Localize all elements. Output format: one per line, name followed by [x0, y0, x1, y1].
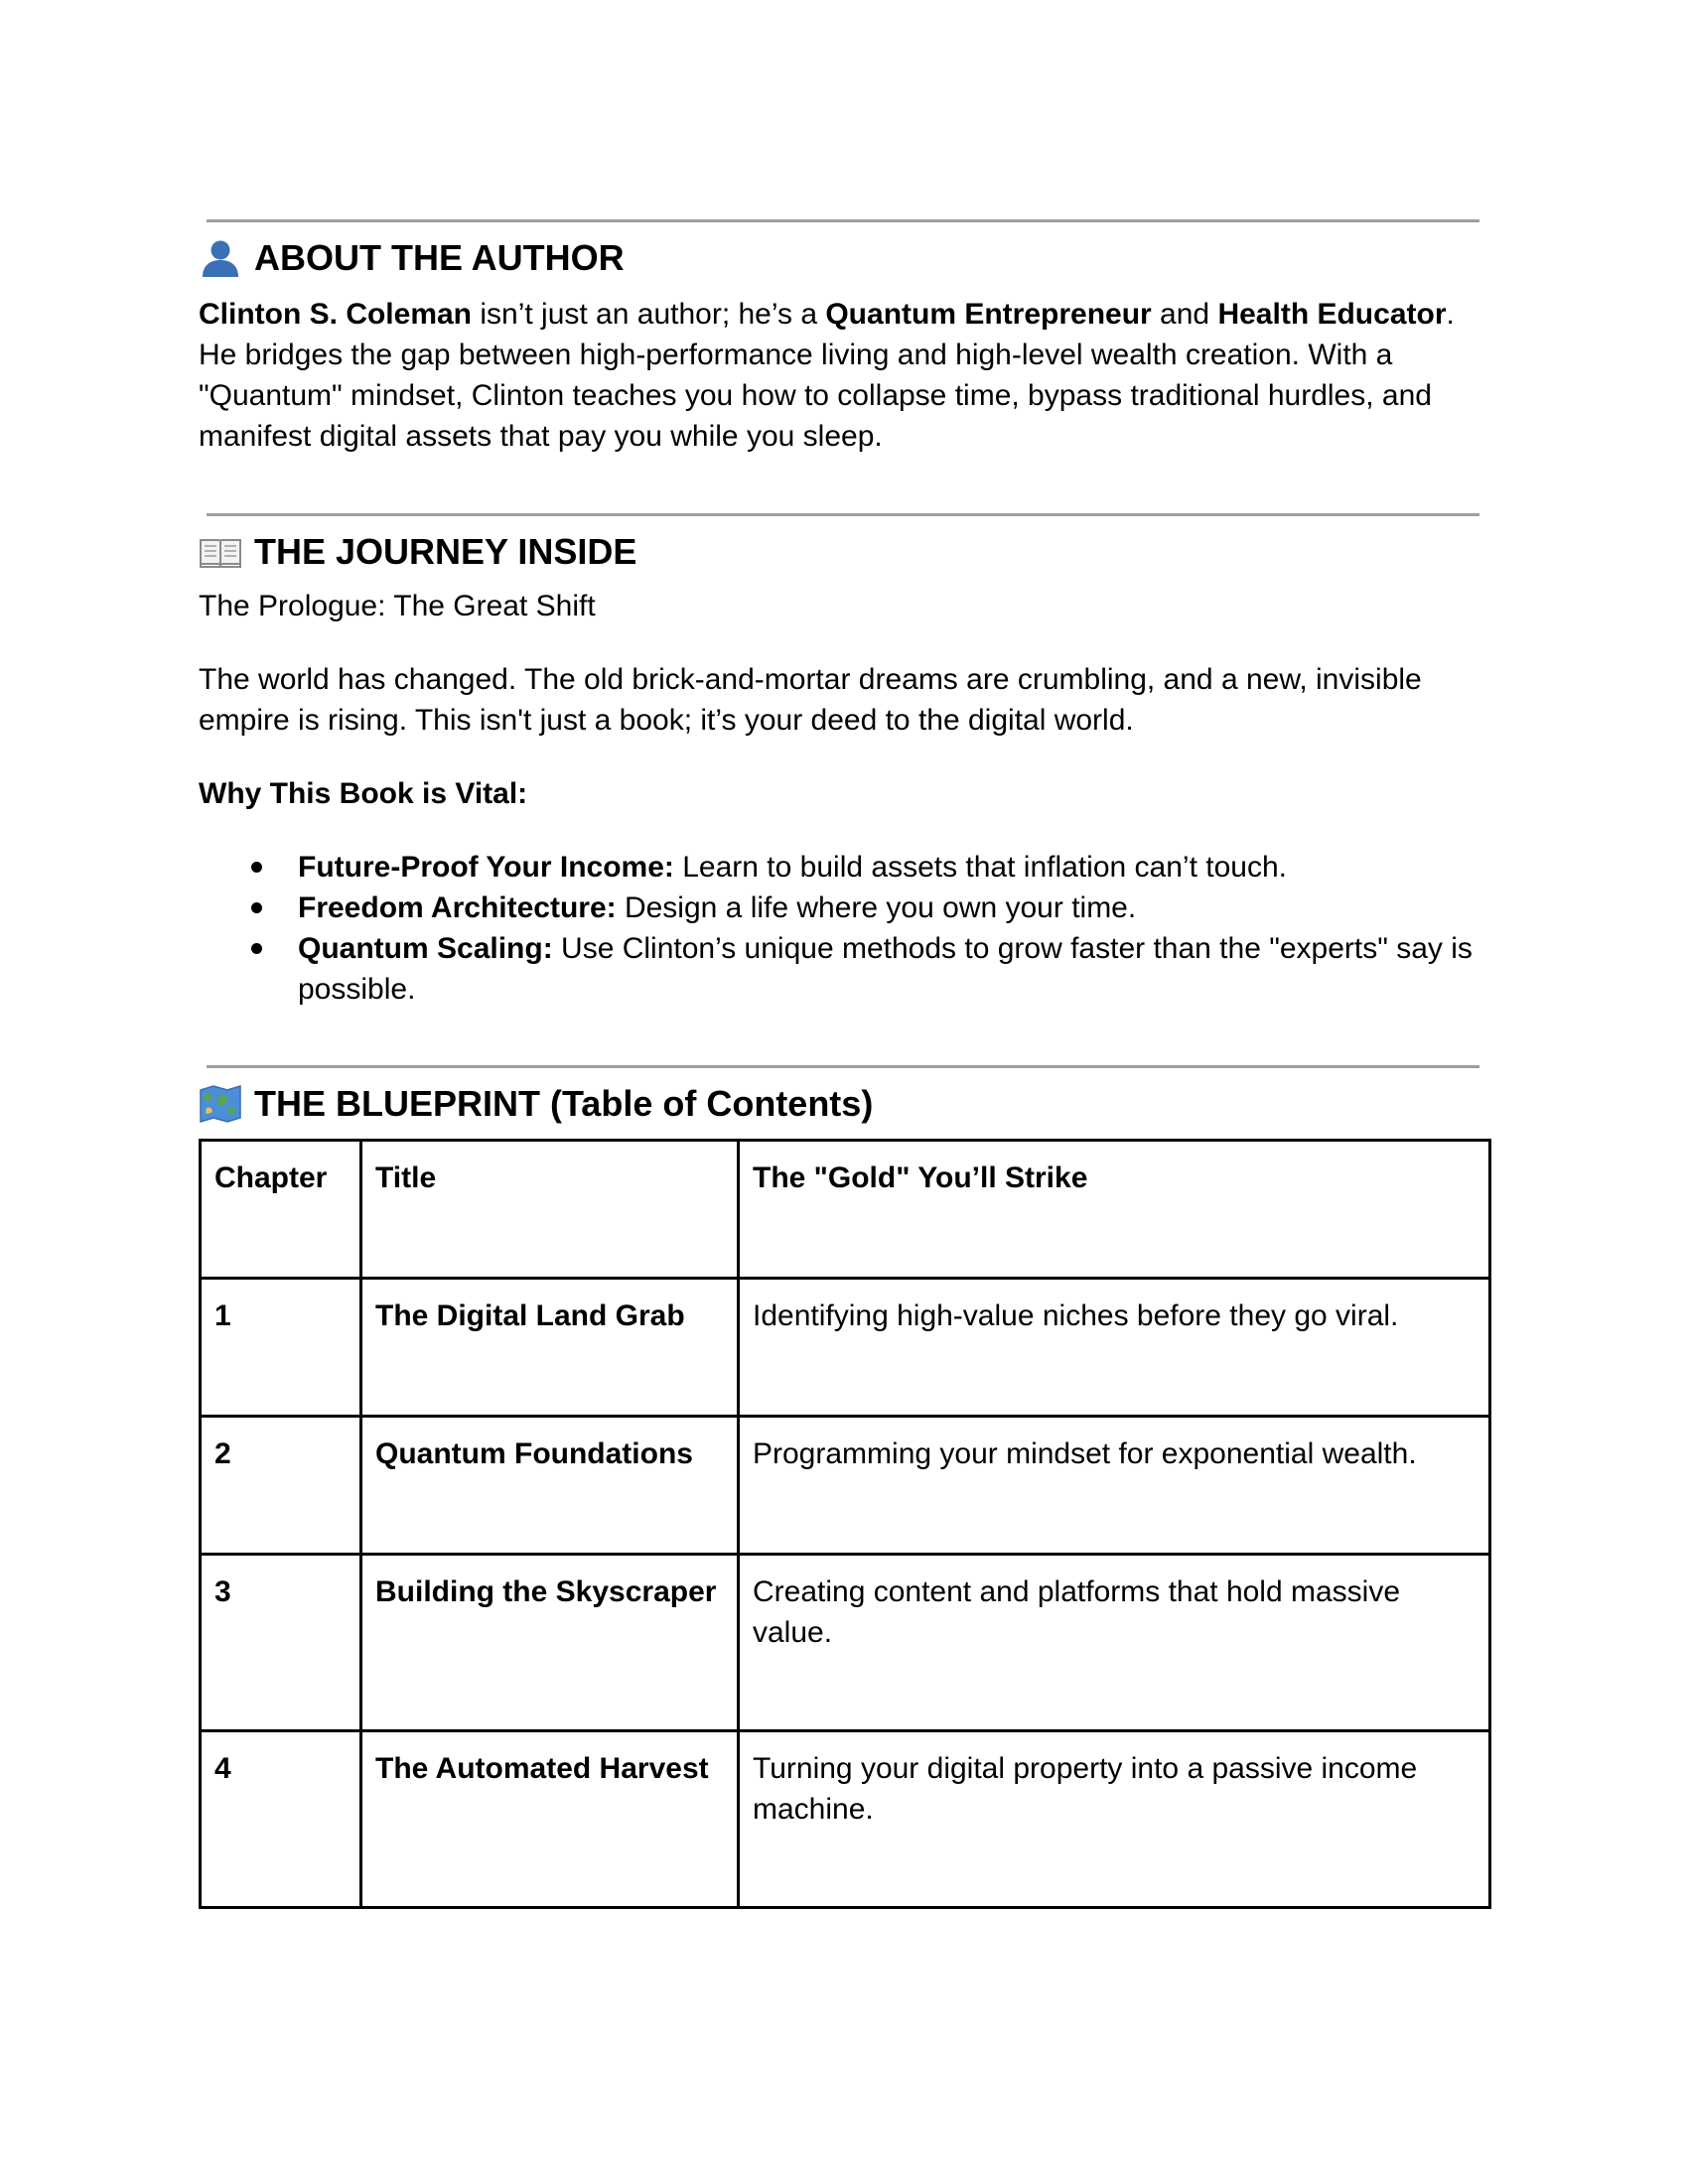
column-header-chapter: Chapter: [201, 1141, 361, 1279]
why-heading: Why This Book is Vital:: [199, 777, 528, 810]
list-item: [199, 847, 1489, 887]
bullet-text: Use Clinton’s unique methods to grow faster than the "experts" say is possible.: [298, 932, 1473, 1006]
journey-heading: [199, 530, 636, 574]
benefits-list: [199, 847, 1489, 1010]
chapter-gold: Programming your mindset for exponential wealth.: [739, 1417, 1490, 1555]
person-icon: [199, 238, 242, 278]
table-row: [201, 1731, 1490, 1908]
journey-heading-text: THE JOURNEY INSIDE: [254, 531, 637, 572]
journey-intro: The world has changed. The old brick-and-mortar dreams are crumbling, and a new, invisible empire is rising. This isn't just a book; it’s your deed to the digital world.: [199, 663, 1422, 737]
bullet-text: Design a life where you own your time.: [616, 891, 1137, 924]
author-role-entrepreneur: Quantum Entrepreneur: [825, 298, 1152, 331]
bullet-label: Freedom Architecture:: [298, 891, 617, 924]
section-divider: [207, 1065, 1479, 1068]
author-bio-text: . He bridges the gap between high-performance living and high-level wealth creation. With a "Quantum" mindset, Clinton teaches you how to collapse time, bypass traditional hurdles, and manifest digital assets that pay you while you sleep.: [199, 298, 1455, 453]
bullet-dot: [251, 902, 262, 913]
section-divider: [207, 513, 1479, 516]
chapter-title: The Digital Land Grab: [361, 1279, 739, 1417]
author-bio: [199, 294, 1489, 457]
table-row: [201, 1555, 1490, 1731]
author-bio-text: isn’t just an author; he’s a: [472, 298, 826, 331]
about-author-heading: [199, 236, 625, 280]
open-book-icon: [199, 532, 242, 572]
list-item: [199, 887, 1489, 928]
table-row: [201, 1279, 1490, 1417]
world-map-icon: [199, 1084, 242, 1124]
chapter-gold: Creating content and platforms that hold massive value.: [739, 1555, 1490, 1731]
chapter-number: 2: [201, 1417, 361, 1555]
chapter-number: 1: [201, 1279, 361, 1417]
column-header-gold: The "Gold" You’ll Strike: [739, 1141, 1490, 1279]
chapter-title: Quantum Foundations: [361, 1417, 739, 1555]
column-header-title: Title: [361, 1141, 739, 1279]
prologue-line: The Prologue: The Great Shift: [199, 590, 596, 622]
bullet-text: Learn to build assets that inflation can’t touch.: [673, 851, 1287, 884]
author-name: Clinton S. Coleman: [199, 298, 473, 331]
author-role-educator: Health Educator: [1217, 298, 1447, 331]
author-bio-text: and: [1151, 298, 1218, 331]
chapter-number: 4: [201, 1731, 361, 1908]
section-divider: [207, 219, 1479, 222]
bullet-label: Quantum Scaling:: [298, 932, 553, 965]
list-item: [199, 928, 1489, 1010]
about-author-heading-text: ABOUT THE AUTHOR: [254, 237, 625, 278]
chapter-gold: Identifying high-value niches before they go viral.: [739, 1279, 1490, 1417]
contents-table: [199, 1139, 1491, 1909]
table-header-row: [201, 1141, 1490, 1279]
chapter-title: The Automated Harvest: [361, 1731, 739, 1908]
bullet-dot: [251, 862, 262, 873]
bullet-label: Future-Proof Your Income:: [298, 851, 674, 884]
blueprint-heading-text: THE BLUEPRINT (Table of Contents): [254, 1083, 874, 1124]
chapter-number: 3: [201, 1555, 361, 1731]
table-row: [201, 1417, 1490, 1555]
chapter-gold: Turning your digital property into a passive income machine.: [739, 1731, 1490, 1908]
bullet-dot: [251, 943, 262, 954]
blueprint-heading: [199, 1082, 873, 1126]
chapter-title: Building the Skyscraper: [361, 1555, 739, 1731]
